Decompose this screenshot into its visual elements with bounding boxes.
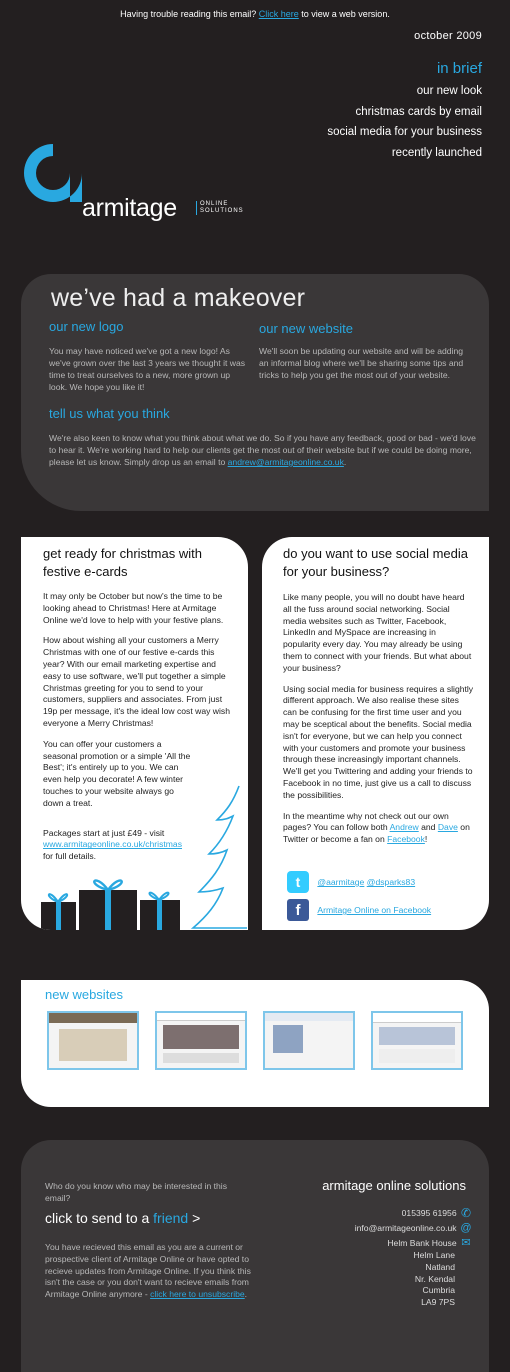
at-icon: @ <box>460 1221 472 1234</box>
new-websites-panel <box>21 980 489 1107</box>
website-thumbnail[interactable] <box>47 1011 139 1070</box>
social-p3-middle: on Twitter or become a fan on <box>283 822 470 845</box>
christmas-p1: It may only be October but now's the time to be looking ahead to Christmas! Here at Armitage Online we'd love to help with your festive plans. <box>43 591 224 625</box>
envelope-icon: ✉ <box>461 1236 471 1249</box>
in-brief-item[interactable]: recently launched <box>391 146 482 159</box>
details-text: for full details. <box>43 851 97 862</box>
send-arrow: > <box>192 1210 201 1226</box>
contact-details <box>355 1208 473 1309</box>
address-line: Natland <box>425 1261 455 1272</box>
logo-sub1: ONLINE <box>200 201 229 207</box>
christmas-title: get ready for christmas with festive e-cards <box>43 546 202 579</box>
unsubscribe-link[interactable]: click here to unsubscribe <box>150 1289 245 1300</box>
logo-name: armitage <box>82 194 177 222</box>
notice-end: . <box>244 1289 248 1300</box>
forward-question: Who do you know who may be interested in this email? <box>45 1181 227 1203</box>
new-websites-title: new websites <box>45 987 124 1002</box>
twitter-icon[interactable]: t <box>287 871 309 893</box>
dave-twitter-link[interactable]: Dave <box>437 822 458 833</box>
feedback-heading: tell us what you think <box>49 406 170 421</box>
armitage-logo <box>20 140 260 230</box>
facebook-row <box>287 899 431 921</box>
new-logo-heading: our new logo <box>49 319 124 334</box>
christmas-tree-icon <box>187 782 248 930</box>
feedback-body: We're also keen to know what you think about what we do. So if you have any feedback, good or bad - we'd love to hear it. We're working hard to help our clients get the most out of their website but if we could be doing more, please let us know. Simply drop us an email to <box>49 433 476 467</box>
social-p3-end: ! <box>424 834 428 845</box>
subscription-notice <box>45 1242 257 1301</box>
social-p2: Using social media for business requires a slightly different approach. We also realise these sites can be confusing for the first time user and you may be sceptical about the benefits. Social media isn't for everyone, but we can help you connect with your customers and promote your business through these increasingly important channels. We'll get you Twittering and adding your friends to Facebook in no time, just give us a call to discuss the possibilities. <box>283 683 474 800</box>
social-p1: Like many people, you will no doubt have heard all the fuss around social networking. Social media websites such as Twitter, Facebook, LinkedIn and MySpace are increasing in popularity every day. You may already be using them to connect with your friends. But what about your business? <box>283 592 472 673</box>
address-line: LA9 7PS <box>421 1297 455 1308</box>
send-to-text: click to send to a <box>45 1210 150 1226</box>
andrew-twitter-link[interactable]: Andrew <box>389 822 419 833</box>
feedback-end: . <box>343 457 347 467</box>
address-line: Helm Lane <box>413 1249 455 1260</box>
issue-date: october 2009 <box>414 30 482 42</box>
facebook-icon[interactable]: f <box>287 899 309 921</box>
logo-sub2: SOLUTIONS <box>200 208 244 214</box>
in-brief-item[interactable]: our new look <box>416 85 482 97</box>
social-title: do you want to use social media for your business? <box>283 546 468 579</box>
phone-number: 015395 61956 <box>401 1208 457 1219</box>
new-website-text: We'll soon be updating our website and will be adding an informal blog where we'll be sharing some tips and tricks to help you get the most out of your website. <box>259 346 464 380</box>
in-brief-title: in brief <box>436 60 482 77</box>
new-website-heading: our new website <box>259 321 353 336</box>
friend-link[interactable]: friend <box>153 1210 189 1226</box>
christmas-p4 <box>43 828 195 863</box>
website-thumbnail[interactable] <box>371 1011 463 1070</box>
feedback-text <box>49 432 485 468</box>
christmas-p2: How about wishing all your customers a Merry Christmas with one of our festive e-cards this year? With our email marketing expertise and easy to use software, we'll put together a simple Christmas greeting for you to send to your customers, suppliers and associates. From just 19p per message, it's the ideal low cost way wish everyone a Merry Christmas! <box>43 635 230 728</box>
christmas-card <box>21 537 248 930</box>
packages-text: Packages start at just £49 - visit <box>43 827 165 838</box>
facebook-page-link[interactable]: Armitage Online on Facebook <box>317 905 432 915</box>
facebook-inline-link[interactable]: Facebook <box>387 834 425 845</box>
aarmitage-link[interactable]: @aarmitage <box>317 877 365 887</box>
website-thumbnail[interactable] <box>155 1011 247 1070</box>
social-p3 <box>283 811 475 846</box>
company-name: armitage online solutions <box>322 1178 466 1193</box>
makeover-panel <box>21 274 489 511</box>
and-text: and <box>421 822 436 833</box>
new-logo-text: You may have noticed we've got a new logo! As we've grown over the last 3 years we thought it was time to treat ourselves to a new, more grown up look. We hope you like it! <box>49 346 246 392</box>
christmas-link[interactable]: www.armitageonline.co.uk/christmas <box>43 839 182 850</box>
web-version-text: to view a web version. <box>301 9 390 19</box>
feedback-email-link[interactable]: andrew@armitageonline.co.uk <box>227 457 344 467</box>
trouble-text: Having trouble reading this email? <box>120 9 257 19</box>
logo-subtitle <box>196 201 244 215</box>
christmas-p3: You can offer your customers a seasonal promotion or a simple 'All the Best'; it's entirely up to you. We can even help you decorate! A few winter touches to your website always go down a treat. <box>43 738 191 808</box>
address-line: Nr. Kendal <box>414 1273 455 1284</box>
website-thumbnail[interactable] <box>263 1011 355 1070</box>
makeover-title: we’ve had a makeover <box>51 284 306 312</box>
web-version-link[interactable]: Click here <box>258 9 299 19</box>
email-address[interactable]: info@armitageonline.co.uk <box>354 1223 457 1234</box>
notice-text: You have recieved this email as you are a current or prospective client of Armitage Online or have opted to recieve updates from Armitage Online. If you think this isn't the case or you don't want to recieve emails from Armitage Online anymore - <box>45 1242 251 1300</box>
address-line: Cumbria <box>422 1285 455 1296</box>
phone-icon: ✆ <box>460 1206 472 1220</box>
web-version-bar <box>0 9 510 19</box>
in-brief-item[interactable]: christmas cards by email <box>355 105 482 118</box>
twitter-row <box>287 871 415 893</box>
address-line: Helm Bank House <box>387 1238 457 1249</box>
footer-panel <box>21 1140 489 1372</box>
social-p3-start: In the meantime why not check out our own pages? You can follow both <box>283 810 449 833</box>
dsparks-link[interactable]: @dsparks83 <box>366 877 416 887</box>
in-brief <box>327 60 482 163</box>
send-to-friend[interactable] <box>45 1210 200 1226</box>
social-media-card <box>262 537 489 930</box>
in-brief-item[interactable]: social media for your business <box>327 126 482 138</box>
logo-mark-icon <box>20 140 90 210</box>
gift-boxes-icon <box>41 872 191 930</box>
